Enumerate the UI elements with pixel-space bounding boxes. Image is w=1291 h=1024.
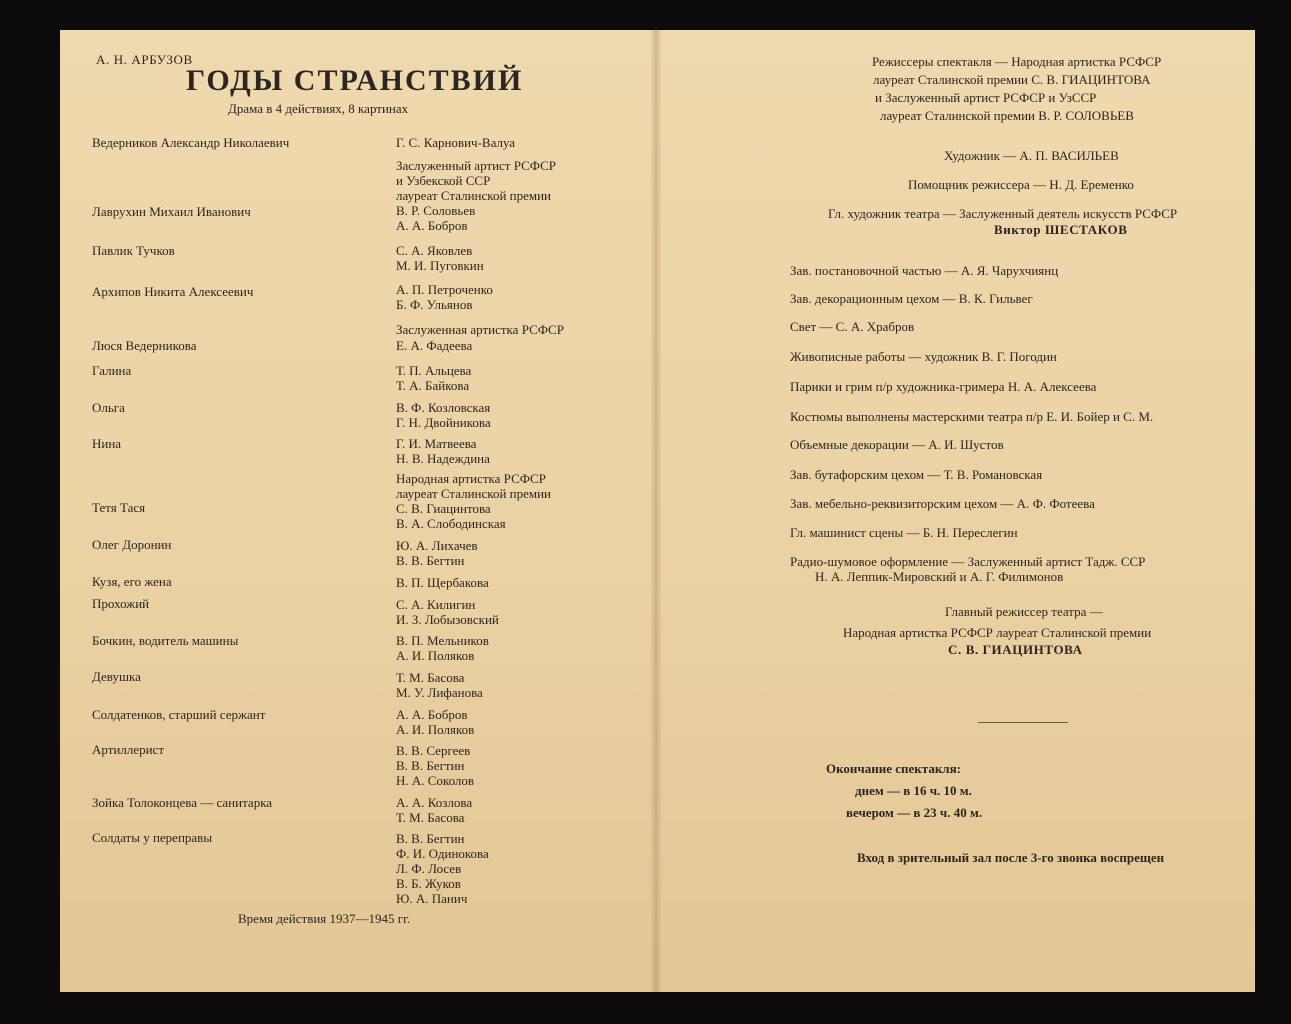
actor-title: лауреат Сталинской премии: [396, 188, 552, 203]
artist: Художник — А. П. ВАСИЛЬЕВ: [944, 148, 1119, 163]
staff-item: Костюмы выполнены мастерскими театра п/р Е. И. Бойер и С. М.: [790, 409, 1154, 424]
directors-line: Режиссеры спектакля — Народная артистка РСФСР: [872, 54, 1162, 69]
actor: В. П. Мельников: [396, 633, 489, 648]
actor: В. Б. Жуков: [396, 876, 461, 891]
actor: А. А. Бобров: [396, 218, 468, 233]
chief-director-line: Народная артистка РСФСР лауреат Сталинской премии: [843, 625, 1152, 640]
role: Нина: [92, 436, 122, 451]
staff-item: Живописные работы — художник В. Г. Погодин: [790, 349, 1057, 364]
actor-title: Народная артистка РСФСР: [396, 471, 546, 486]
actor: А. А. Козлова: [396, 795, 473, 810]
divider: [978, 722, 1068, 723]
staff-item: Зав. бутафорским цехом — Т. В. Романовская: [790, 467, 1043, 482]
actor: Г. Н. Двойникова: [396, 415, 491, 430]
role: Лаврухин Михаил Иванович: [92, 204, 251, 219]
assistant-director: Помощник режиссера — Н. Д. Еременко: [908, 177, 1134, 192]
role: Галина: [92, 363, 132, 378]
radio-names: Н. А. Леппик-Мировский и А. Г. Филимонов: [815, 569, 1064, 584]
actor: М. И. Пуговкин: [396, 258, 484, 273]
actor: Е. А. Фадеева: [396, 338, 473, 353]
actor: В. В. Бегтин: [396, 831, 465, 846]
role: Олег Доронин: [92, 537, 172, 552]
role: Тетя Тася: [92, 500, 146, 515]
role: Солдатенков, старший сержант: [92, 707, 266, 722]
staff-item: Радио-шумовое оформление — Заслуженный артист Тадж. ССР: [790, 554, 1146, 569]
role: Бочкин, водитель машины: [92, 633, 239, 648]
actor: В. П. Щербакова: [396, 575, 489, 590]
actor: Ф. И. Одинокова: [396, 846, 489, 861]
actor: С. В. Гиацинтова: [396, 501, 491, 516]
actor-title: Заслуженная артистка РСФСР: [396, 322, 564, 337]
role: Архипов Никита Алексеевич: [92, 284, 254, 299]
actor: Б. Ф. Ульянов: [396, 297, 473, 312]
actor: Н. В. Надеждина: [396, 451, 490, 466]
staff-item: Парики и грим п/р художника-гримера Н. А. Алексеева: [790, 379, 1097, 394]
time-of-action: Время действия 1937—1945 гг.: [238, 911, 411, 926]
role: Прохожий: [92, 596, 150, 611]
staff-item: Зав. постановочной частью — А. Я. Чарухчиянц: [790, 263, 1059, 278]
staff-item: Объемные декорации — А. И. Шустов: [790, 437, 1004, 452]
actor: В. Р. Соловьев: [396, 203, 476, 218]
actor: Г. С. Карнович-Валуа: [396, 135, 516, 150]
directors-line: и Заслуженный артист РСФСР и УзССР: [875, 90, 1097, 105]
author: А. Н. АРБУЗОВ: [96, 52, 193, 67]
role: Девушка: [92, 669, 141, 684]
actor: Ю. А. Панич: [396, 891, 468, 906]
role: Артиллерист: [92, 742, 165, 757]
actor: С. А. Килигин: [396, 597, 476, 612]
actor: А. А. Бобров: [396, 707, 468, 722]
chief-director-name: С. В. ГИАЦИНТОВА: [948, 642, 1083, 657]
actor-title: Заслуженный артист РСФСР: [396, 158, 556, 173]
chief-artist-name: Виктор ШЕСТАКОВ: [994, 222, 1128, 237]
ending-title: Окончание спектакля:: [826, 761, 961, 776]
role: Зойка Толоконцева — санитарка: [92, 795, 273, 810]
actor: С. А. Яковлев: [396, 243, 473, 258]
directors-line: лауреат Сталинской премии С. В. ГИАЦИНТОВА: [873, 72, 1151, 87]
play-title: ГОДЫ СТРАНСТВИЙ: [186, 64, 524, 97]
actor: М. У. Лифанова: [396, 685, 483, 700]
chief-director-line: Главный режиссер театра —: [945, 604, 1103, 619]
staff-item: Свет — С. А. Храбров: [790, 319, 915, 334]
role: Ведерников Александр Николаевич: [92, 135, 290, 150]
actor: Н. А. Соколов: [396, 773, 475, 788]
actor: В. В. Бегтин: [396, 553, 465, 568]
role: Павлик Тучков: [92, 243, 175, 258]
center-fold: [650, 30, 662, 992]
actor: Л. Ф. Лосев: [396, 861, 462, 876]
directors-line: лауреат Сталинской премии В. Р. СОЛОВЬЕВ: [880, 108, 1134, 123]
actor: Г. И. Матвеева: [396, 436, 477, 451]
staff-item: Гл. машинист сцены — Б. Н. Переслегин: [790, 525, 1018, 540]
role: Люся Ведерникова: [92, 338, 197, 353]
actor: А. И. Поляков: [396, 648, 475, 663]
actor: Т. А. Байкова: [396, 378, 470, 393]
actor: И. З. Лобызовский: [396, 612, 499, 627]
play-subtitle: Драма в 4 действиях, 8 картинах: [228, 101, 409, 116]
staff-item: Зав. мебельно-реквизиторским цехом — А. Ф. Фотеева: [790, 496, 1095, 511]
role: Ольга: [92, 400, 125, 415]
role: Солдаты у переправы: [92, 830, 213, 845]
actor: В. В. Бегтин: [396, 758, 465, 773]
actor: Т. М. Басова: [396, 810, 465, 825]
staff-item: Зав. декорационным цехом — В. К. Гильвег: [790, 291, 1033, 306]
chief-artist-line: Гл. художник театра — Заслуженный деятель искусств РСФСР: [828, 206, 1178, 221]
actor: Т. М. Басова: [396, 670, 465, 685]
actor-title: и Узбекской ССР: [396, 173, 491, 188]
ending-day: днем — в 16 ч. 10 м.: [855, 783, 972, 798]
actor: В. Ф. Козловская: [396, 400, 491, 415]
actor-title: лауреат Сталинской премии: [396, 486, 552, 501]
actor: В. В. Сергеев: [396, 743, 471, 758]
actor: В. А. Слободинская: [396, 516, 506, 531]
actor: А. И. Поляков: [396, 722, 475, 737]
role: Кузя, его жена: [92, 574, 172, 589]
ending-evening: вечером — в 23 ч. 40 м.: [846, 805, 983, 820]
actor: А. П. Петроченко: [396, 282, 493, 297]
actor: Т. П. Альцева: [396, 363, 472, 378]
actor: Ю. А. Лихачев: [396, 538, 478, 553]
entrance-notice: Вход в зрительный зал после 3-го звонка воспрещен: [857, 850, 1165, 865]
